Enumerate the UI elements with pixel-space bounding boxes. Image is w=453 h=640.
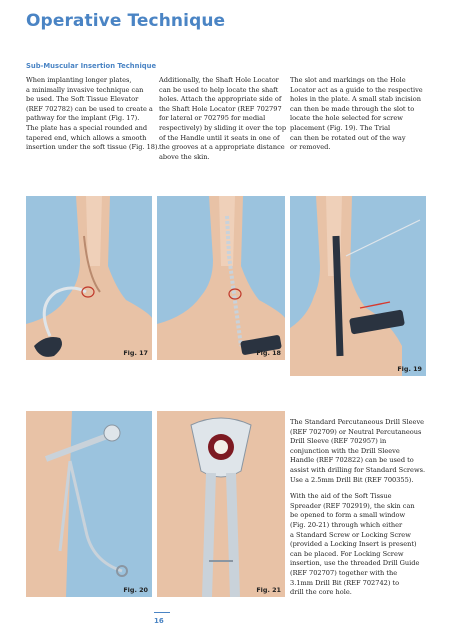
figure-label: Fig. 17 (123, 349, 148, 357)
paragraph (290, 492, 426, 598)
text-line: holes. Attach the appropriate side of (159, 95, 282, 104)
figure-20-illustration (26, 411, 152, 597)
shin-highlight (219, 196, 235, 266)
figure-20 (26, 411, 152, 597)
text-line: assist with drilling for Standard Screws. (290, 465, 426, 474)
figure-21 (157, 411, 285, 597)
text-line: Locator act as a guide to the respective (290, 85, 423, 94)
tissue-spreader (60, 461, 122, 571)
hole-locator-bar (336, 236, 340, 356)
figure-label: Fig. 20 (123, 586, 148, 594)
page-title: Operative Technique (26, 11, 226, 31)
text-line: The Standard Percutaneous Drill Sleeve (290, 418, 425, 426)
page-number-rule (154, 612, 170, 613)
paragraph (26, 76, 160, 153)
page-number: 16 (154, 617, 164, 625)
text-line: or removed. (290, 143, 331, 152)
text-line: can be used to help locate the shaft (159, 85, 279, 94)
figure-18 (157, 196, 285, 360)
text-line: a minimally invasive technique can (26, 85, 144, 94)
text-line: Additionally, the Shaft Hole Locator (159, 76, 279, 84)
text-column-lower (290, 418, 426, 605)
text-line: conjunction with the Drill Sleeve (290, 446, 400, 455)
text-line: Spreader (REF 702919), the skin can (290, 501, 415, 510)
text-line: be used. The Soft Tissue Elevator (26, 95, 139, 104)
figure-18-illustration (157, 196, 285, 360)
direction-arrow (360, 302, 390, 308)
text-line: for lateral or 702795 for medial (159, 114, 266, 123)
text-line: The slot and markings on the Hole (290, 76, 406, 84)
text-line: (provided a Locking Insert is present) (290, 540, 417, 549)
shin-highlight (86, 196, 102, 266)
text-line: insertion under the soft tissue (Fig. 18). (26, 143, 160, 152)
text-line: of the Handle until it seats in one of (159, 133, 280, 142)
figure-19-illustration (290, 196, 426, 376)
text-line: tapered end, which allows a smooth (26, 133, 147, 142)
text-line: respectively) by sliding it over the top (159, 123, 287, 132)
figure-17-illustration (26, 196, 152, 360)
text-line: 3.1mm Drill Bit (REF 702742) to (290, 578, 400, 587)
text-line: drill the core hole. (290, 588, 352, 597)
text-line: The plate has a special rounded and (26, 123, 148, 132)
text-line: insertion, use the threaded Drill Guide (290, 559, 420, 568)
paragraph (159, 76, 287, 162)
text-line: pathway for the implant (Fig. 17). (26, 114, 140, 123)
text-line: a Standard Screw or Locking Screw (290, 530, 411, 539)
paragraph (290, 418, 426, 485)
figure-label: Fig. 19 (397, 365, 422, 373)
text-line: can then be made through the slot to (290, 104, 415, 113)
text-line: (Fig. 20-21) through which either (290, 520, 403, 529)
figure-label: Fig. 21 (256, 586, 281, 594)
text-line: the grooves at a appropriate distance (159, 143, 285, 152)
text-line: Use a 2.5mm Drill Bit (REF 700355). (290, 475, 414, 484)
leg-shape (290, 196, 402, 376)
text-line: (REF 702709) or Neutral Percutaneous (290, 427, 422, 436)
text-line: (REF 702707) together with the (290, 568, 398, 577)
text-line: above the skin. (159, 152, 210, 161)
text-line: be opened to form a small window (290, 511, 406, 520)
text-line: can be placed. For Locking Screw (290, 549, 404, 558)
text-column-1 (26, 76, 160, 160)
section-heading: Sub-Muscular Insertion Technique (26, 62, 157, 70)
text-line: can then be rotated out of the way (290, 133, 406, 142)
figure-label: Fig. 18 (256, 349, 281, 357)
text-column-3 (290, 76, 423, 160)
figure-21-illustration (157, 411, 285, 597)
text-line: Drill Sleeve (REF 702957) in (290, 437, 387, 446)
text-line: placement (Fig. 19). The Trial (290, 123, 391, 132)
text-line: the Shaft Hole Locator (REF 702797 (159, 104, 282, 113)
figure-17 (26, 196, 152, 360)
text-line: (REF 702782) can be used to create a (26, 104, 153, 113)
sleeve-handle-knob (104, 425, 120, 441)
text-column-2 (159, 76, 287, 169)
text-line: Handle (REF 702822) can be used to (290, 456, 414, 465)
text-line: With the aid of the Soft Tissue (290, 492, 392, 501)
paragraph (290, 76, 423, 153)
scalpel-line (346, 220, 420, 256)
text-line: holes in the plate. A small stab incision (290, 95, 421, 104)
text-line: When implanting longer plates, (26, 76, 132, 84)
text-line: locate the hole selected for screw (290, 114, 403, 123)
screw-hole (214, 440, 228, 454)
figure-19 (290, 196, 426, 376)
